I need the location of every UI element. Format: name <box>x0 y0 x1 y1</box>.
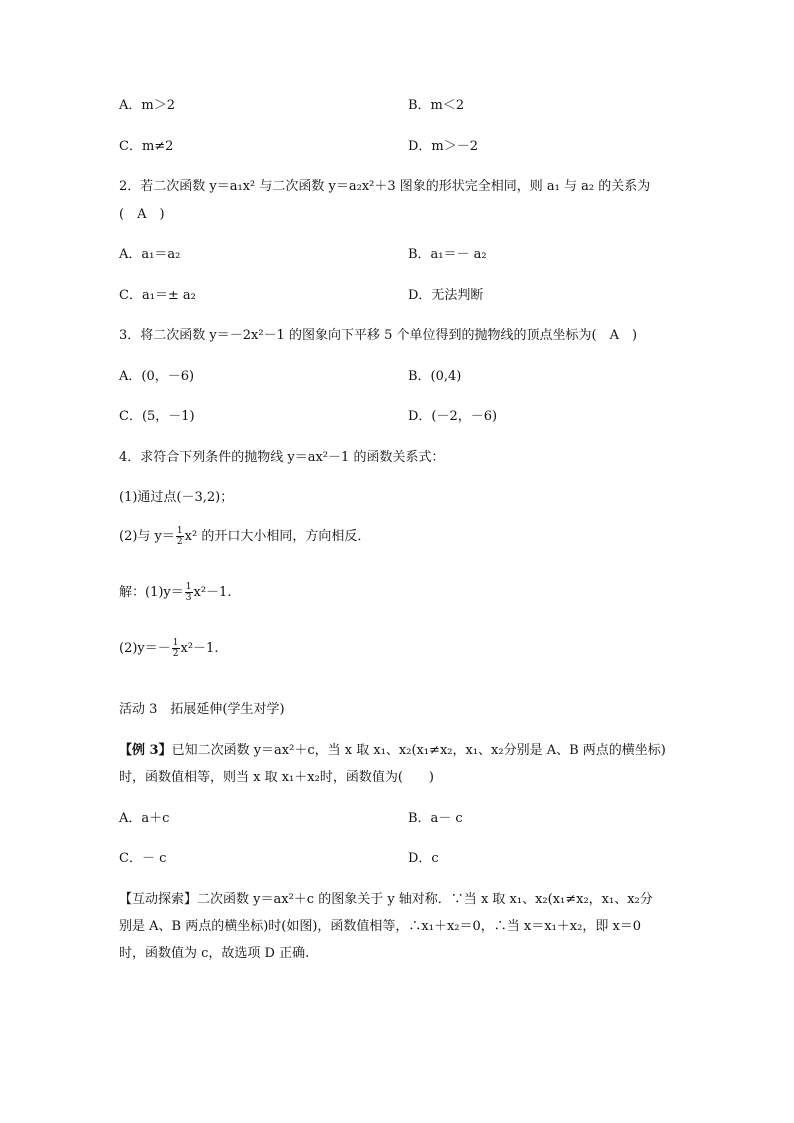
q3-option-b: B．(0,4) <box>408 369 462 384</box>
example-3-line-2: 时，函数值相等，则当 x 取 x₁＋x₂时，函数值为( ) <box>119 770 434 785</box>
explore-line-1 <box>119 890 653 910</box>
q4-solution-2-suffix: x²－1. <box>180 641 219 656</box>
fraction-numerator: 1 <box>185 582 192 592</box>
q4-solution-1 <box>119 582 231 603</box>
q1-option-c: C．m≠2 <box>119 139 174 154</box>
q2-option-c: C．a₁＝± a₂ <box>119 288 196 303</box>
explore-line-2: 别是 A、B 两点的横坐标)时(如图)，函数值相等，∴x₁＋x₂＝0，∴当 x＝x₁＋x₂，即 x＝0 <box>119 919 642 934</box>
q1-option-d: D．m＞－2 <box>408 139 479 154</box>
q2-stem-line-2: ( A ) <box>119 207 165 222</box>
example-3-option-b: B．a－ c <box>408 811 463 826</box>
example-3-tag: 【例 3】 <box>119 743 172 758</box>
q2-option-d: D．无法判断 <box>408 288 484 303</box>
q4-part-2 <box>119 526 370 547</box>
example-3-stem-1: 已知二次函数 y＝ax²＋c，当 x 取 x₁、x₂(x₁≠x₂，x₁、x₂分别是 A、B 两点的横坐标) <box>171 743 666 758</box>
q2-stem-line-1: 2．若二次函数 y＝a₁x² 与二次函数 y＝a₂x²＋3 图象的形状完全相同，则 a₁ 与 a₂ 的关系为 <box>119 179 651 194</box>
explore-line-3: 时，函数值为 c，故选项 D 正确. <box>119 946 310 961</box>
q4-solution-1-suffix: x²－1. <box>193 585 232 600</box>
fraction <box>172 638 180 659</box>
example-3-option-c: C．－ c <box>119 851 167 866</box>
explore-text-1: 二次函数 y＝ax²＋c 的图象关于 y 轴对称．∵当 x 取 x₁、x₂(x₁≠x₂，x₁、x₂分 <box>197 892 653 907</box>
q3-option-a: A．(0，－6) <box>119 369 195 384</box>
q4-part-2-suffix: x² 的开口大小相同，方向相反． <box>184 529 371 544</box>
q4-solution-2-prefix: (2)y＝－ <box>119 641 171 656</box>
fraction-denominator: 2 <box>176 537 183 547</box>
q3-stem: 3．将二次函数 y＝－2x²－1 的图象向下平移 5 个单位得到的抛物线的顶点坐标为( A ) <box>119 328 638 343</box>
q4-stem: 4．求符合下列条件的抛物线 y＝ax²－1 的函数关系式： <box>119 450 445 465</box>
q4-part-2-prefix: (2)与 y＝ <box>119 529 175 544</box>
activity-title: 活动 3 拓展延伸(学生对学) <box>119 702 285 717</box>
q4-part-1: (1)通过点(－3,2)； <box>119 490 234 505</box>
q4-solution-2 <box>119 638 218 659</box>
fraction-denominator: 3 <box>185 593 192 603</box>
example-3-option-a: A．a＋c <box>119 811 170 826</box>
q1-option-b: B．m＜2 <box>408 98 465 113</box>
example-3-line-1 <box>119 741 666 761</box>
fraction-numerator: 1 <box>172 638 179 648</box>
fraction-denominator: 2 <box>172 649 179 659</box>
q2-option-b: B．a₁＝－ a₂ <box>408 247 487 262</box>
q2-option-a: A．a₁＝a₂ <box>119 247 181 262</box>
fraction <box>176 526 184 547</box>
q3-option-c: C．(5，－1) <box>119 409 195 424</box>
example-3-option-d: D．c <box>408 851 439 866</box>
q1-option-a: A．m＞2 <box>119 98 175 113</box>
q4-solution-1-prefix: 解：(1)y＝ <box>119 585 184 600</box>
q3-option-d: D．(－2，－6) <box>408 409 498 424</box>
fraction-numerator: 1 <box>176 526 183 536</box>
fraction <box>185 582 193 603</box>
explore-tag: 【互动探索】 <box>119 892 198 907</box>
